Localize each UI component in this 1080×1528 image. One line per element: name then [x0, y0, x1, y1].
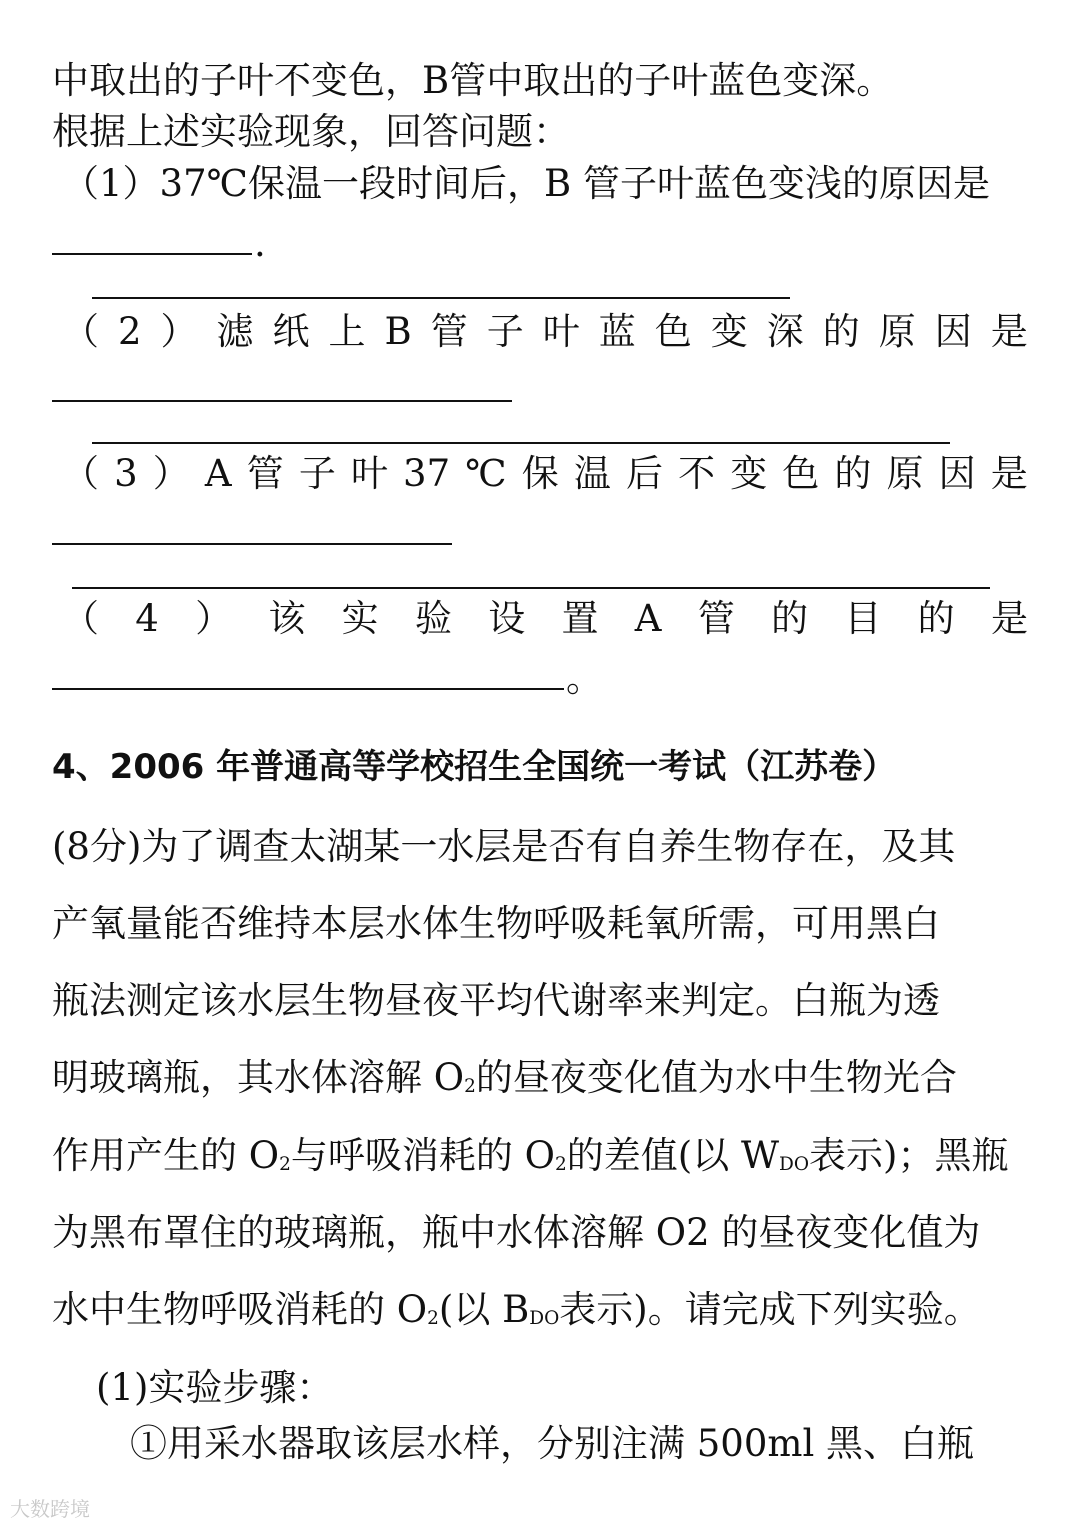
question-char: 3	[114, 452, 138, 495]
paragraph-line-4: 明玻璃瓶，其水体溶解 $O_2$的昼夜变化值为水中生物光合	[52, 1056, 957, 1099]
question-char: 的	[917, 597, 955, 640]
question-2	[62, 310, 1028, 353]
paragraph-line-7: 水中生物呼吸消耗的 $O_2$(以 $B_{DO}$表示)。请完成下列实验。	[52, 1288, 981, 1331]
question-char: 4	[135, 597, 159, 640]
question-char: 保	[521, 452, 559, 495]
question-char: 滤	[216, 310, 254, 353]
watermark: 大数跨境	[10, 1497, 90, 1521]
question-char: B	[384, 310, 412, 353]
answer-blank-1a	[52, 253, 252, 255]
question-char: ）	[195, 597, 233, 640]
question-char: 管	[430, 310, 468, 353]
answer-blank-1-period: .	[254, 222, 266, 265]
question-char: 色	[654, 310, 692, 353]
question-char: 变	[710, 310, 748, 353]
experiment-steps-label: (1)实验步骤：	[96, 1366, 334, 1409]
question-char: 子	[298, 452, 336, 495]
question-char: 原	[886, 452, 924, 495]
question-char: A	[634, 597, 662, 640]
question-char: 是	[990, 597, 1028, 640]
question-char: （	[62, 452, 99, 495]
answer-blank-4-period: 。	[566, 657, 603, 700]
answer-blank-2b	[92, 442, 950, 444]
question-char: 实	[341, 597, 379, 640]
question-char: 蓝	[598, 310, 636, 353]
question-char: 纸	[272, 310, 310, 353]
answer-blank-3b	[72, 587, 990, 589]
question-char: ）	[160, 310, 198, 353]
section-heading: 4、2006 年普通高等学校招生全国统一考试（江苏卷）	[52, 747, 897, 787]
question-char: 不	[678, 452, 716, 495]
question-char: 是	[990, 310, 1028, 353]
question-char: 置	[561, 597, 599, 640]
question-char: 后	[625, 452, 663, 495]
question-char: 2	[118, 310, 142, 353]
answer-blank-3a	[52, 543, 452, 545]
text-line-2: 根据上述实验现象，回答问题：	[52, 110, 570, 153]
question-char: 的	[822, 310, 860, 353]
question-char: 目	[844, 597, 882, 640]
question-char: A	[204, 452, 232, 495]
paragraph-line-6: 为黑布罩住的玻璃瓶，瓶中水体溶解 O2 的昼夜变化值为	[52, 1211, 981, 1254]
question-char: 管	[246, 452, 284, 495]
paragraph-line-2: 产氧量能否维持本层水体生物呼吸耗氧所需，可用黑白	[52, 902, 940, 945]
question-char: 叶	[542, 310, 580, 353]
question-char: 管	[697, 597, 735, 640]
question-char: 的	[834, 452, 872, 495]
question-char: 上	[328, 310, 366, 353]
experiment-step-1: ①用采水器取该层水样，分别注满 500ml 黑、白瓶	[130, 1422, 975, 1465]
question-char: 原	[878, 310, 916, 353]
question-char: 37	[403, 452, 451, 495]
question-char: 因	[934, 310, 972, 353]
question-char: 温	[573, 452, 611, 495]
paragraph-line-1: (8分)为了调查太湖某一水层是否有自养生物存在，及其	[52, 825, 956, 868]
answer-blank-2a	[52, 400, 512, 402]
question-char: 是	[990, 452, 1028, 495]
question-char: （	[62, 597, 99, 640]
paragraph-line-5: 作用产生的 $O_2$与呼吸消耗的 $O_2$的差值(以 $W_{DO}$表示)；黑瓶	[52, 1134, 1009, 1177]
question-char: 设	[488, 597, 526, 640]
question-char: 叶	[350, 452, 388, 495]
question-char: （	[62, 310, 99, 353]
answer-blank-4	[52, 688, 564, 690]
question-char: ℃	[465, 452, 507, 495]
question-char: 变	[730, 452, 768, 495]
question-char: 色	[782, 452, 820, 495]
paragraph-line-3: 瓶法测定该水层生物昼夜平均代谢率来判定。白瓶为透	[52, 979, 940, 1022]
question-char: 验	[414, 597, 452, 640]
question-char: ）	[152, 452, 190, 495]
text-line-1: 中取出的子叶不变色，B管中取出的子叶蓝色变深。	[52, 59, 894, 102]
question-char: 子	[486, 310, 524, 353]
question-4	[62, 597, 1028, 640]
answer-blank-1b	[92, 297, 790, 299]
question-3	[62, 452, 1028, 495]
question-char: 因	[938, 452, 976, 495]
question-char: 深	[766, 310, 804, 353]
question-1: （1）37℃保温一段时间后，B 管子叶蓝色变浅的原因是	[62, 162, 990, 205]
question-char: 的	[771, 597, 809, 640]
question-char: 该	[268, 597, 306, 640]
